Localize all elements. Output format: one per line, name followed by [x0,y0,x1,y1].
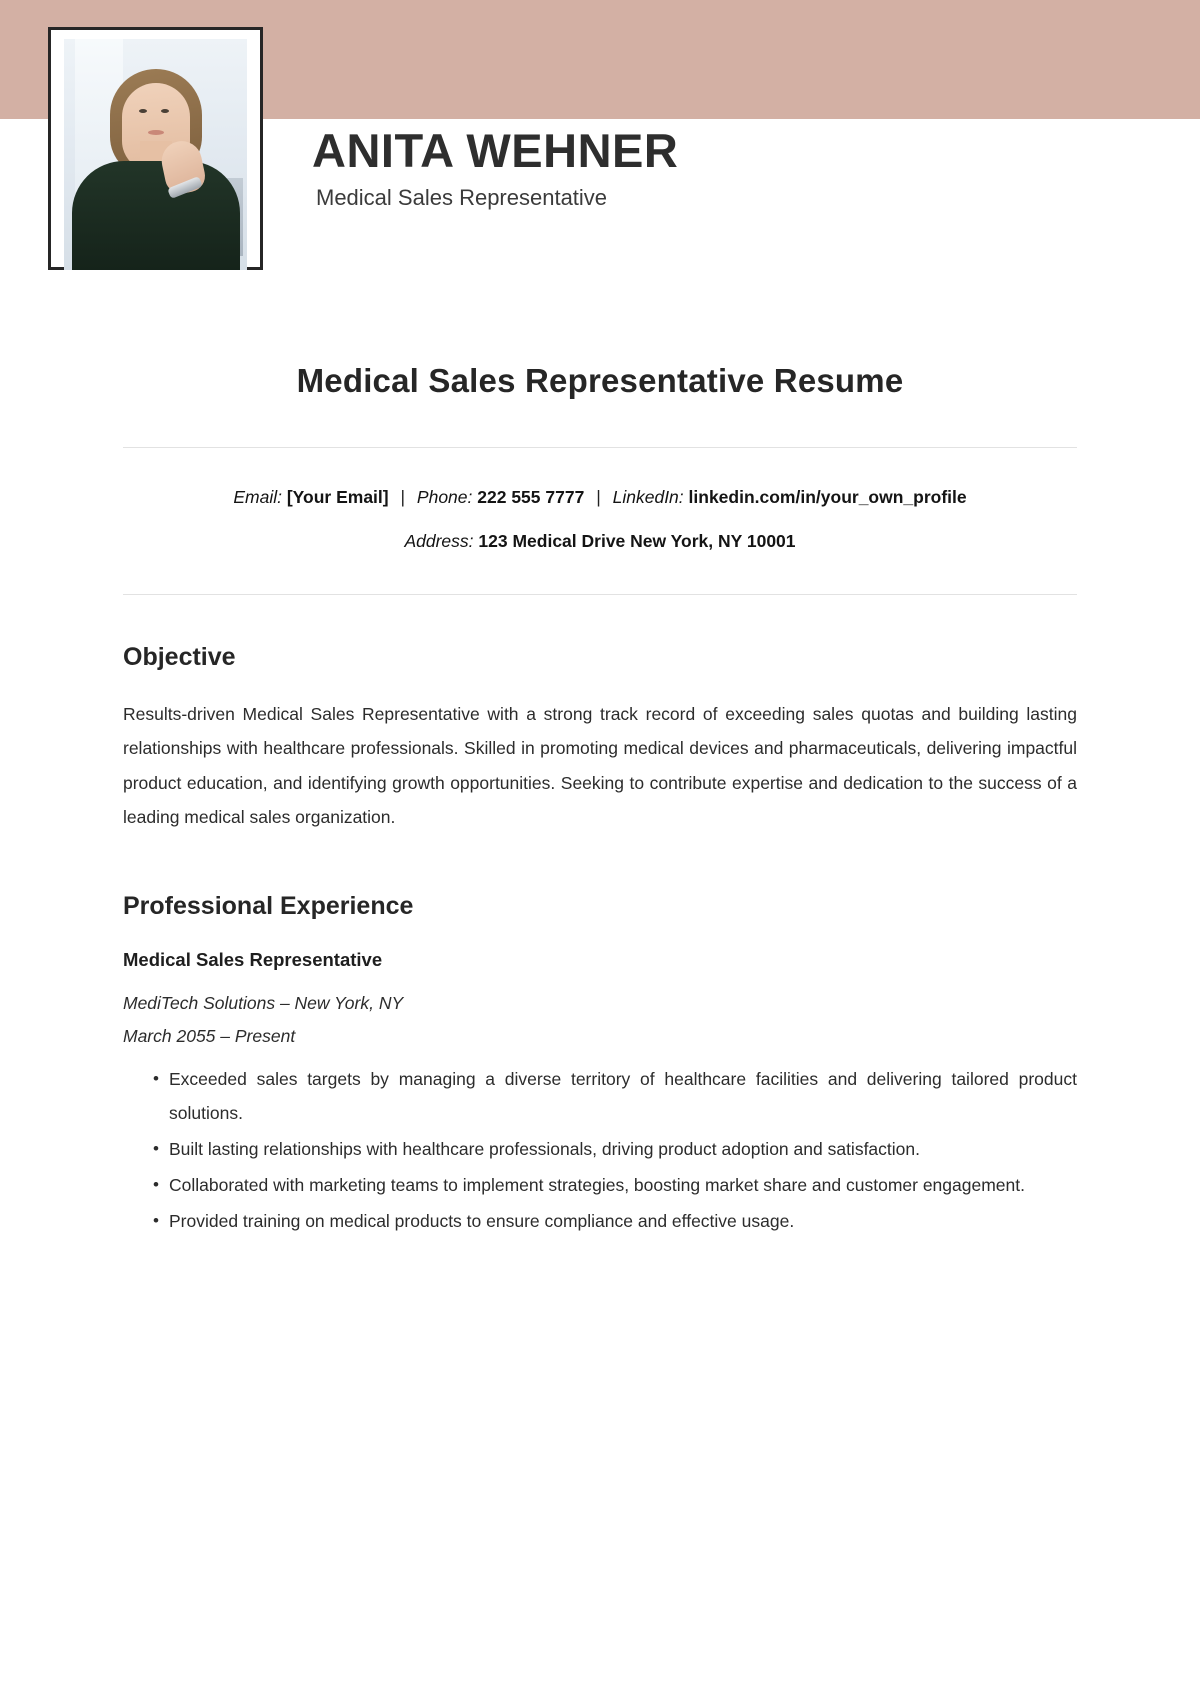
phone-label: Phone: [416,487,473,507]
job-bullet-list [123,1062,1077,1239]
divider-bottom [123,594,1077,595]
contact-line-primary [123,484,1077,511]
page-title: Medical Sales Representative Resume [296,362,904,399]
job-title: Medical Sales Representative [123,948,383,970]
section-objective [123,643,1077,834]
photo-torso [72,161,240,270]
candidate-name: ANITA WEHNER [312,124,679,177]
section-experience [123,892,1077,1238]
profile-photo [64,39,247,270]
email-label: Email: [233,487,282,507]
job-bullet: • Collaborated with marketing teams to implement strategies, boosting market share and customer engagement. [153,1168,1077,1202]
phone-value[interactable]: 222 555 7777 [477,487,585,507]
contact-separator-1: | [400,487,406,507]
address-label: Address: [404,531,474,552]
experience-heading: Professional Experience [123,891,414,920]
email-value[interactable]: [Your Email] [286,487,389,507]
contact-block [123,448,1077,555]
job-bullet: • Exceeded sales targets by managing a diverse territory of healthcare facilities and delivering tailored product solutions. [153,1062,1077,1130]
linkedin-value[interactable]: linkedin.com/in/your_own_profile [688,487,967,507]
job-bullet: • Provided training on medical products to ensure compliance and effective usage. [153,1204,1077,1238]
job-bullet: • Built lasting relationships with healthcare professionals, driving product adoption and satisfaction. [153,1132,1077,1166]
contact-separator-2: | [596,487,601,507]
candidate-role: Medical Sales Representative [316,184,608,210]
resume-sheet [0,300,1200,1238]
objective-text: Results-driven Medical Sales Representative with a strong track record of exceeding sales quotas and building lasting relationships with healthcare professionals. Skilled in promoting medical devices and pharmaceuticals, delivering impactful product education, and identifying growth opportunities. Seeking to contribute expertise and dedication to the success of a leading medical sales organization. [123,704,1077,827]
header-text-block [312,126,678,211]
job-dates: March 2055 – Present [123,1026,296,1047]
address-value: 123 Medical Drive New York, NY 10001 [478,531,796,552]
job-company: MediTech Solutions – New York, NY [123,992,404,1013]
contact-line-address [123,528,1077,555]
experience-entry [123,949,1077,1238]
linkedin-label: LinkedIn: [612,487,684,507]
objective-heading: Objective [123,643,236,672]
